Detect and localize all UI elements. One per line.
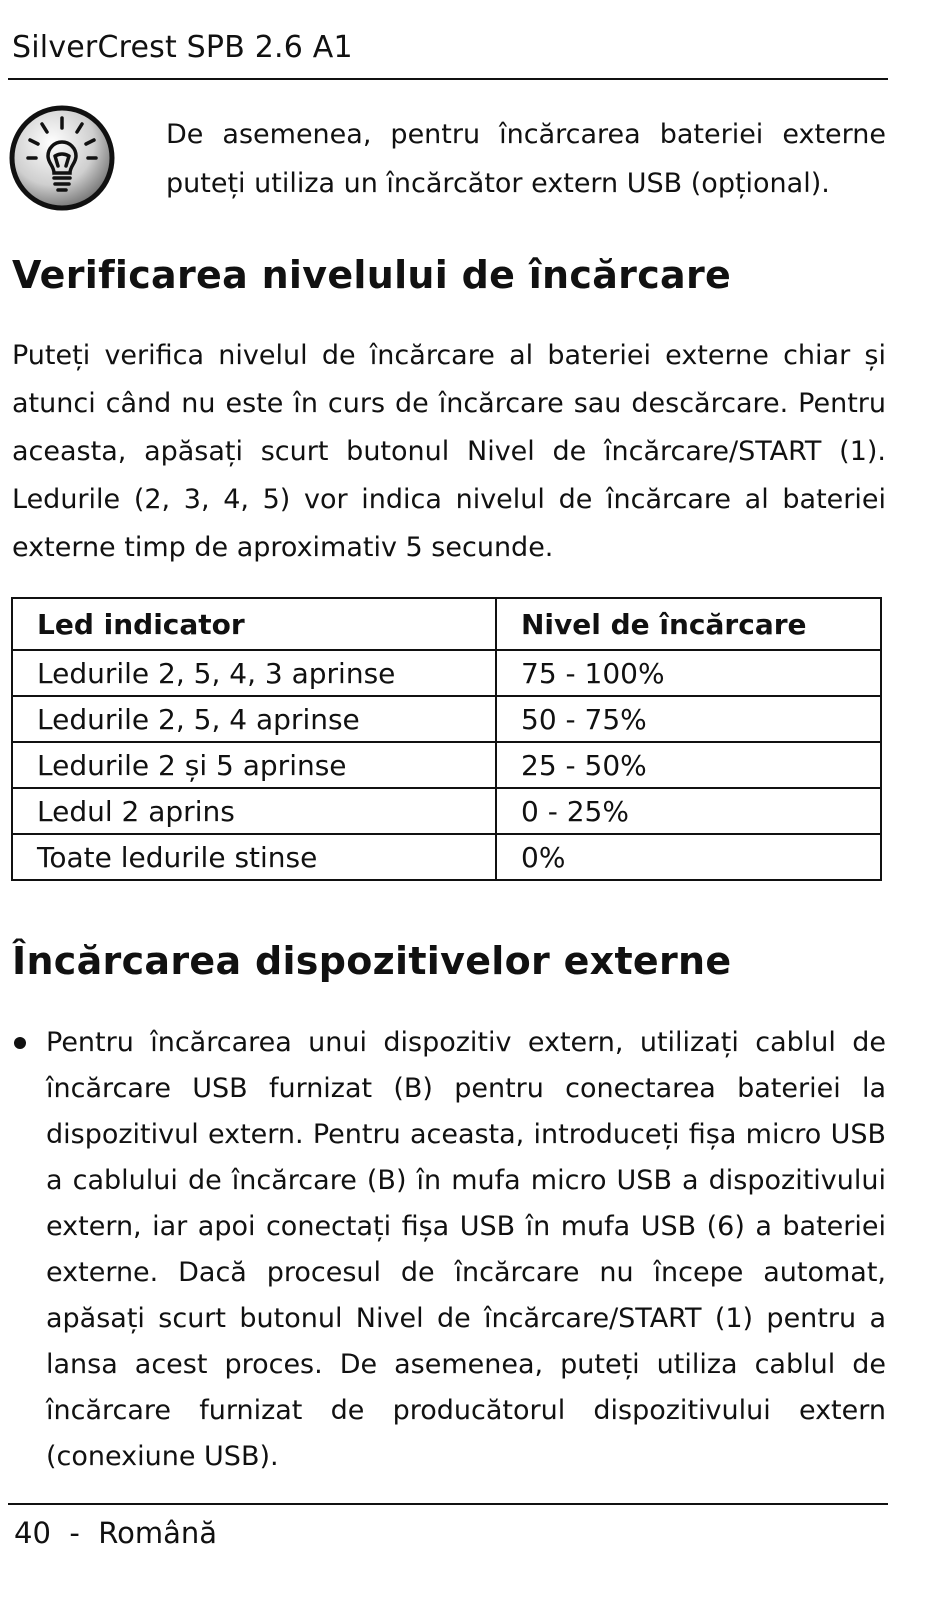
note-text: De asemenea, pentru încărcarea bateriei externe puteți utiliza un încărcător extern USB (opțional).	[166, 119, 886, 199]
page-footer	[8, 1503, 888, 1563]
level-cell: 75 - 100%	[496, 650, 881, 696]
led-cell: Ledurile 2, 5, 4 aprinse	[12, 696, 496, 742]
level-cell: 50 - 75%	[496, 696, 881, 742]
footer-page-label: 40 - Română	[14, 1516, 217, 1550]
page-header	[8, 24, 888, 80]
table-row	[12, 696, 881, 742]
lightbulb-icon	[8, 104, 116, 212]
charge-level-table	[11, 597, 882, 881]
table-header-row	[12, 598, 881, 650]
table-row	[12, 788, 881, 834]
table-row	[12, 650, 881, 696]
led-cell: Ledul 2 aprins	[12, 788, 496, 834]
level-cell: 25 - 50%	[496, 742, 881, 788]
bullet-icon	[14, 1037, 26, 1049]
column-header-level: Nivel de încărcare	[496, 598, 881, 650]
table-row	[12, 834, 881, 880]
level-cell: 0%	[496, 834, 881, 880]
column-header-led: Led indicator	[12, 598, 496, 650]
led-cell: Ledurile 2, 5, 4, 3 aprinse	[12, 650, 496, 696]
led-cell: Ledurile 2 și 5 aprinse	[12, 742, 496, 788]
header-title: SilverCrest SPB 2.6 A1	[12, 30, 353, 65]
list-item-text: Pentru încărcarea unui dispozitiv extern, utilizați cablul de încărcare USB furnizat (B) pentru conectarea bateriei la dispozitivul extern. Pentru aceasta, introduceți fișa micro USB a cablului de încărcare (B) în mufa micro USB a dispozitivului extern, iar apoi conectați fișa USB în mufa USB (6) a bateriei externe. Dacă procesul de încărcare nu începe automat, apăsați scurt butonul Nivel de încărcare/START (1) pentru a lansa acest proces. De asemenea, puteți utiliza cablul de încărcare furnizat de producătorul dispozitivului extern (conexiune USB).	[46, 1027, 886, 1472]
external-charging-list	[12, 1020, 886, 1480]
section-heading-external-charging: Încărcarea dispozitivelor externe	[12, 939, 732, 983]
led-cell: Toate ledurile stinse	[12, 834, 496, 880]
table-row	[12, 742, 881, 788]
level-cell: 0 - 25%	[496, 788, 881, 834]
charge-level-paragraph: Puteți verifica nivelul de încărcare al bateriei externe chiar și atunci când nu este în curs de încărcare sau descărcare. Pentru aceasta, apăsați scurt butonul Nivel de încărcare/START (1). Ledurile (2, 3, 4, 5) vor indica nivelul de încărcare al bateriei externe timp de aproximativ 5 secunde.	[12, 340, 886, 563]
section-heading-charge-level: Verificarea nivelului de încărcare	[12, 253, 732, 297]
list-item	[12, 1020, 886, 1480]
